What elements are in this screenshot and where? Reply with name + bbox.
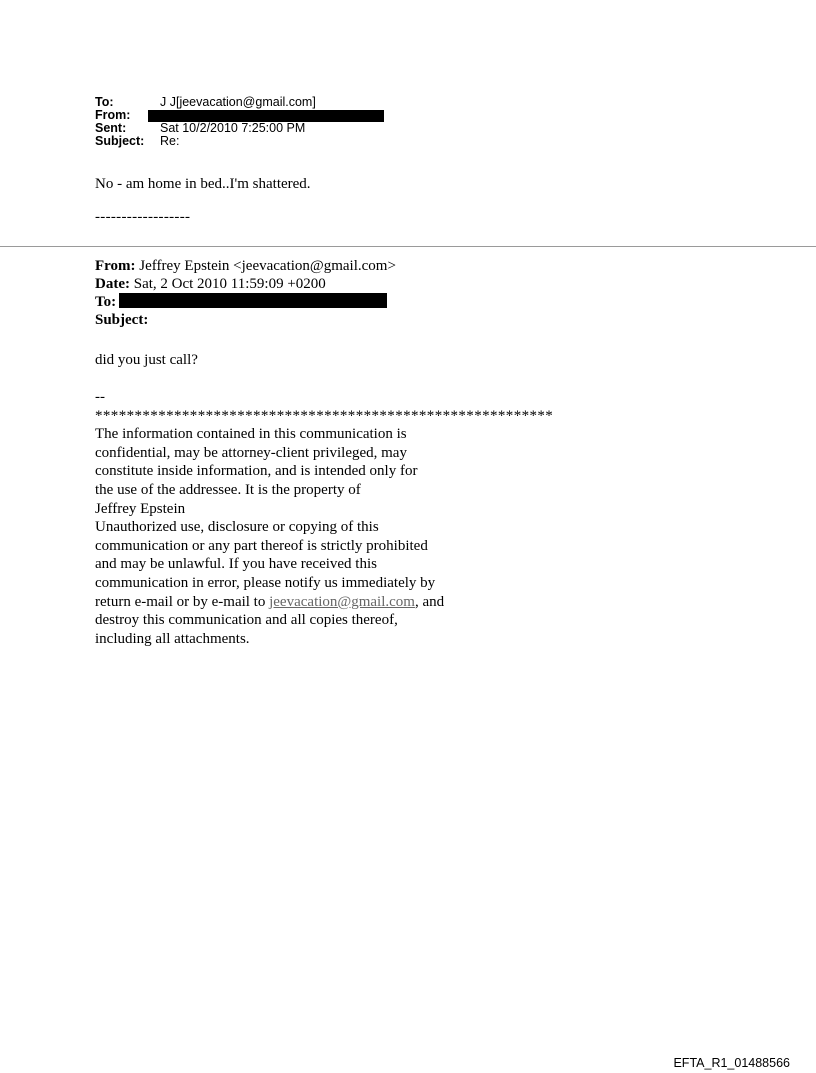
subject-label: Subject:	[95, 134, 145, 148]
sig-line-with-link	[95, 593, 553, 612]
orig-to-row	[95, 293, 396, 311]
redaction-bar	[119, 293, 387, 308]
document-id: EFTA_R1_01488566	[673, 1056, 790, 1070]
sig-line: the use of the addressee. It is the property of	[95, 481, 361, 498]
orig-subject-label: Subject:	[95, 312, 149, 328]
to-value: J J[jeevacation@gmail.com]	[160, 95, 316, 109]
signature-block	[95, 388, 553, 648]
to-label: To:	[95, 95, 114, 109]
orig-from-value: Jeffrey Epstein <jeevacation@gmail.com>	[139, 258, 396, 274]
sig-line: and may be unlawful. If you have received this	[95, 556, 377, 573]
orig-from-row	[95, 257, 396, 275]
original-body: did you just call?	[95, 352, 198, 368]
sig-stars: **********************************************************	[95, 407, 554, 424]
divider-line	[0, 246, 816, 247]
reply-body: No - am home in bed..I'm shattered.	[95, 176, 311, 192]
sig-dashdash: --	[95, 389, 105, 405]
sig-text: return e-mail or by e-mail to	[95, 593, 270, 610]
from-label: From:	[95, 108, 131, 122]
sig-line: communication in error, please notify us immediately by	[95, 574, 436, 591]
orig-from-label: From:	[95, 258, 136, 274]
sig-line: The information contained in this communication is	[95, 426, 407, 443]
sig-line: destroy this communication and all copies thereof,	[95, 612, 398, 629]
sig-line: constitute inside information, and is intended only for	[95, 463, 418, 480]
email-link[interactable]: jeevacation@gmail.com	[269, 593, 415, 610]
sig-line: Jeffrey Epstein	[95, 500, 186, 517]
sig-line: communication or any part thereof is strictly prohibited	[95, 537, 428, 554]
sig-line: confidential, may be attorney-client privileged, may	[95, 444, 407, 461]
sig-line: Unauthorized use, disclosure or copying of this	[95, 519, 379, 536]
orig-to-label: To:	[95, 294, 117, 310]
sent-value: Sat 10/2/2010 7:25:00 PM	[160, 121, 306, 135]
orig-date-label: Date:	[95, 276, 130, 292]
subject-value: Re:	[160, 134, 180, 148]
orig-subject-row	[95, 311, 396, 329]
sig-text: , and	[414, 593, 445, 610]
separator-dashes: ------------------	[95, 209, 191, 225]
to-row	[95, 96, 384, 109]
email-header	[95, 96, 384, 148]
original-header	[95, 257, 396, 329]
orig-date-value: Sat, 2 Oct 2010 11:59:09 +0200	[133, 276, 326, 292]
sig-line: including all attachments.	[95, 630, 250, 647]
sent-label: Sent:	[95, 121, 127, 135]
subject-row	[95, 135, 384, 148]
orig-date-row	[95, 275, 396, 293]
